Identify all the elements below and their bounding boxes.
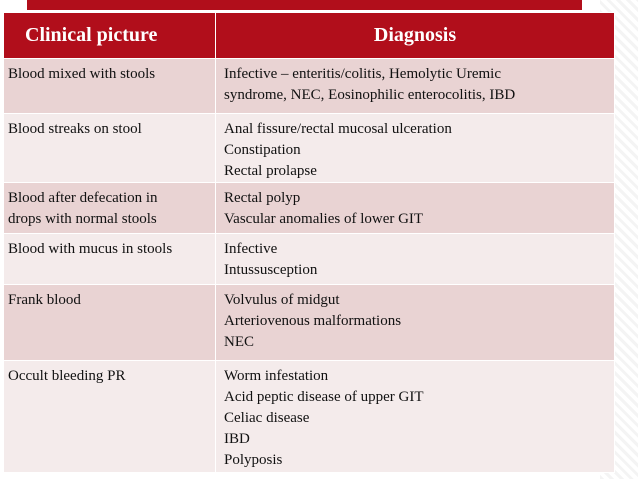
clinical-picture-line: drops with normal stools: [8, 211, 157, 227]
diagnosis-cell: [216, 59, 615, 114]
diagnosis-line: Constipation: [224, 142, 301, 158]
table-row: [4, 59, 615, 114]
clinical-picture-cell: [4, 183, 216, 234]
clinical-picture-text: Frank blood: [8, 292, 81, 308]
clinical-picture-line: Blood after defecation in: [8, 190, 158, 206]
diagnosis-cell: [216, 361, 615, 473]
diagnosis-line: Acid peptic disease of upper GIT: [224, 389, 424, 405]
diagnosis-line: Intussusception: [224, 262, 318, 278]
header-diagnosis: Diagnosis: [216, 13, 615, 59]
clinical-picture-cell: [4, 361, 216, 473]
diagnosis-line: Rectal prolapse: [224, 163, 317, 179]
diagnosis-cell: [216, 285, 615, 361]
clinical-picture-text: Blood with mucus in stools: [8, 241, 173, 257]
table-row: [4, 361, 615, 473]
table-header-row: [4, 13, 615, 59]
table-row: [4, 234, 615, 285]
clinical-picture-cell: [4, 114, 216, 183]
diagnosis-line: IBD: [224, 431, 250, 447]
table-row: [4, 114, 615, 183]
diagnosis-line: Polyposis: [224, 452, 283, 468]
clinical-picture-text: Occult bleeding PR: [8, 368, 126, 384]
table-row: [4, 183, 615, 234]
diagnosis-line: Volvulus of midgut: [224, 292, 340, 308]
diagnosis-cell: [216, 183, 615, 234]
clinical-picture-text: Blood streaks on stool: [8, 121, 142, 137]
diagnosis-table: [3, 12, 615, 473]
diagnosis-line: Infective – enteritis/colitis, Hemolytic Uremic: [224, 66, 501, 82]
diagnosis-line: Arteriovenous malformations: [224, 313, 402, 329]
clinical-picture-cell: [4, 285, 216, 361]
header-clinical-picture: Clinical picture: [4, 13, 216, 59]
diagnosis-line: NEC: [224, 334, 254, 350]
diagnosis-cell: [216, 114, 615, 183]
diagnosis-line: Infective: [224, 241, 278, 257]
diagnosis-line: syndrome, NEC, Eosinophilic enterocolitis, IBD: [224, 87, 516, 103]
diagnosis-line: Anal fissure/rectal mucosal ulceration: [224, 121, 452, 137]
clinical-picture-cell: [4, 234, 216, 285]
clinical-picture-text: Blood mixed with stools: [8, 66, 156, 82]
diagnosis-line: Celiac disease: [224, 410, 310, 426]
diagnosis-line: Rectal polyp: [224, 190, 301, 206]
top-accent-band: [27, 0, 582, 10]
diagnosis-line: Vascular anomalies of lower GIT: [224, 211, 424, 227]
diagnosis-cell: [216, 234, 615, 285]
table-row: [4, 285, 615, 361]
clinical-picture-cell: [4, 59, 216, 114]
diagnosis-line: Worm infestation: [224, 368, 329, 384]
